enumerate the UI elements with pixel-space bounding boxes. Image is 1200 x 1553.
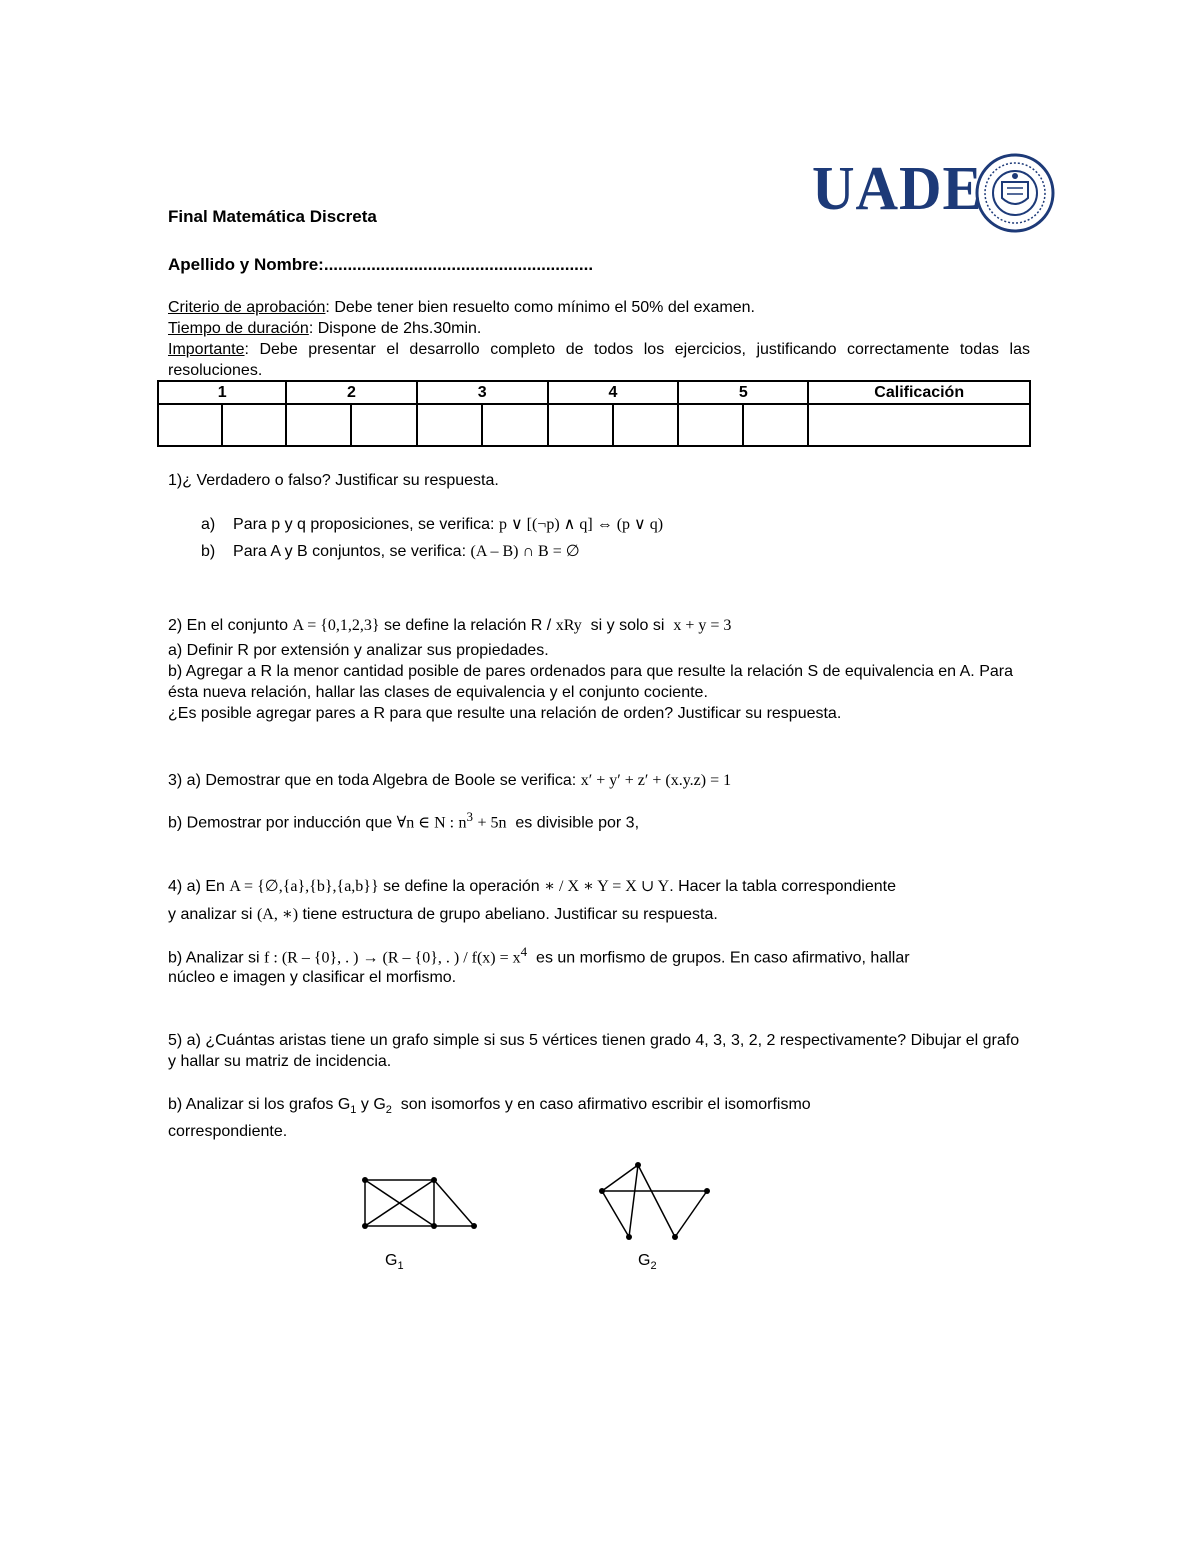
- q2-intro: 2) En el conjunto: [168, 617, 289, 634]
- q1-item-a: [201, 514, 663, 535]
- q3-b-end: es divisible por 3,: [515, 814, 640, 832]
- exam-title: Final Matemática Discreta: [168, 207, 377, 226]
- q5-b-post: son isomorfos y en caso afirmativo escribir el isomorfismo correspondiente.: [168, 1096, 811, 1141]
- q4-b-intro: b) Analizar si: [168, 949, 260, 967]
- uade-logo: [812, 152, 1057, 228]
- q2-b: b) Agregar a R la menor cantidad posible de pares ordenados para que resulte la relación S de equivalencia en A. Para ésta nueva relación, hallar las clases de equivalencia y el conjunto cociente.: [168, 663, 1013, 701]
- g1-vertex: [431, 1223, 437, 1229]
- score-cell[interactable]: [158, 404, 222, 446]
- g2-vertex: [599, 1188, 605, 1194]
- q1-a-label: a): [201, 516, 216, 533]
- score-cell[interactable]: [222, 404, 286, 446]
- g1-vertex: [471, 1223, 477, 1229]
- q4-a-end: . Hacer la tabla correspondiente: [669, 878, 896, 895]
- q1-b-label: b): [201, 543, 216, 560]
- g2-vertex: [635, 1162, 641, 1168]
- g2-edge: [629, 1165, 638, 1237]
- g2-vertex: [672, 1234, 678, 1240]
- grades-header-4: 4: [548, 381, 678, 404]
- q3-b-exp: 3: [466, 809, 474, 824]
- g1-edge: [434, 1180, 474, 1226]
- score-cell[interactable]: [743, 404, 808, 446]
- university-seal-icon: [974, 152, 1056, 234]
- g2-label: [638, 1250, 657, 1277]
- q4-b-func: f : (R – {0}, . ) → (R – {0}, . ) / f(x) = x: [264, 949, 521, 967]
- q4-a-mid: se define la operación: [383, 878, 540, 895]
- g2-vertex: [626, 1234, 632, 1240]
- q2-statement: [168, 615, 1048, 636]
- q4-b-exp: 4: [520, 944, 528, 959]
- g2-label-sub: 2: [650, 1260, 657, 1273]
- q5-b-pre: b) Analizar si los grafos G: [168, 1096, 351, 1113]
- q4-a-line1: [168, 876, 1048, 897]
- tiempo-text: : Dispone de 2hs.30min.: [308, 320, 482, 337]
- q3-a-formula: x′ + y′ + z′ + (x.y.z) = 1: [580, 772, 732, 789]
- q5-a: 5) a) ¿Cuántas aristas tiene un grafo simple si sus 5 vértices tienen grado 4, 3, 3, 2, 2 respectivamente? Dibujar el grafo y hallar su matriz de incidencia.: [168, 1032, 1020, 1070]
- score-cell[interactable]: [613, 404, 678, 446]
- g1-vertex: [362, 1177, 368, 1183]
- score-cell[interactable]: [548, 404, 613, 446]
- g2-edge: [602, 1191, 629, 1237]
- criterio-label: Criterio de aprobación: [168, 299, 326, 316]
- q5-b-sub2: 2: [385, 1104, 392, 1117]
- q1-title: 1)¿ Verdadero o falso? Justificar su respuesta.: [168, 472, 499, 489]
- q4-a-line2-pre: y analizar si: [168, 906, 253, 923]
- q3-a-text: 3) a) Demostrar que en toda Algebra de Boole se verifica:: [168, 772, 577, 789]
- grades-header-1: 1: [158, 381, 286, 404]
- grades-header-row: [158, 381, 1030, 404]
- q1-b-text: Para A y B conjuntos, se verifica:: [233, 543, 467, 560]
- grades-header-calificacion: Calificación: [808, 381, 1030, 404]
- q4-a-struct: (A, ∗): [256, 906, 299, 923]
- q4-a-op: ∗ / X ∗ Y = X ∪ Y: [544, 878, 670, 895]
- q2-set: A = {0,1,2,3}: [292, 617, 380, 634]
- q4-a-line2-post: tiene estructura de grupo abeliano. Justificar su respuesta.: [302, 906, 718, 923]
- g1-vertex: [362, 1223, 368, 1229]
- score-cell[interactable]: [417, 404, 482, 446]
- importante-line: [168, 339, 1030, 381]
- score-cell[interactable]: [351, 404, 416, 446]
- score-cell[interactable]: [482, 404, 548, 446]
- q3-b-rest: + 5n: [477, 814, 507, 832]
- q1-b-formula: (A – B) ∩ B = ∅: [470, 543, 580, 560]
- score-cell[interactable]: [286, 404, 351, 446]
- criterio-text: : Debe tener bien resuelto como mínimo el 50% del examen.: [325, 299, 755, 316]
- grades-table: [157, 380, 1031, 447]
- importante-label: Importante: [168, 341, 245, 358]
- g2-edge: [638, 1165, 675, 1237]
- q4-b-line2: núcleo e imagen y clasificar el morfismo.: [168, 969, 457, 986]
- q5-b: [168, 1094, 928, 1142]
- g1-vertex: [431, 1177, 437, 1183]
- g1-label-text: G: [385, 1252, 398, 1269]
- score-cell[interactable]: [678, 404, 743, 446]
- q2-eq: x + y = 3: [673, 617, 732, 634]
- g1-label: [385, 1250, 404, 1277]
- q3-b: [168, 806, 1048, 833]
- q4-a-line2: [168, 904, 1048, 925]
- q4-b-line1: [168, 941, 1048, 968]
- q3-b-text: b) Demostrar por inducción que: [168, 814, 393, 832]
- importante-text: : Debe presentar el desarrollo completo de todos los ejercicios, justificando correctamente todas las resoluciones.: [168, 341, 1030, 379]
- q3-a: [168, 770, 1048, 791]
- g2-vertex: [704, 1188, 710, 1194]
- q3-b-forall: ∀n ∈ N :: [396, 814, 455, 832]
- q4-b-end: es un morfismo de grupos. En caso afirmativo, hallar: [536, 949, 910, 967]
- g2-edge: [675, 1191, 707, 1237]
- tiempo-label: Tiempo de duración: [168, 320, 309, 337]
- g2-label-text: G: [638, 1252, 651, 1269]
- q4-a-set: A = {∅,{a},{b},{a,b}}: [229, 878, 379, 895]
- q1-a-formula: p ∨ [(¬p) ∧ q] ⇔ (p ∨ q): [498, 516, 664, 533]
- q3-b-n: n: [458, 814, 467, 832]
- grades-header-5: 5: [678, 381, 808, 404]
- calificacion-cell[interactable]: [808, 404, 1030, 446]
- tiempo-line: [168, 318, 1030, 339]
- q1-a-text: Para p y q proposiciones, se verifica:: [233, 516, 495, 533]
- q1-item-b: [201, 541, 580, 562]
- logo-text: UADE: [812, 155, 983, 223]
- student-name-field[interactable]: Apellido y Nombre:.........................................................: [168, 255, 594, 274]
- grades-header-2: 2: [286, 381, 416, 404]
- q2-a: a) Definir R por extensión y analizar sus propiedades.: [168, 642, 549, 659]
- graph-g1: [355, 1170, 485, 1240]
- q2-cond: si y solo si: [590, 617, 665, 634]
- g1-label-sub: 1: [397, 1260, 404, 1273]
- criterio-line: [168, 297, 1030, 318]
- g2-edge: [602, 1165, 638, 1191]
- q2-rel: xRy: [555, 617, 582, 634]
- grades-header-3: 3: [417, 381, 548, 404]
- q2-mid: se define la relación R /: [384, 617, 552, 634]
- q5-b-sub1: 1: [350, 1104, 357, 1117]
- q4-a-intro: 4) a) En: [168, 878, 225, 895]
- graph-g2: [592, 1155, 722, 1245]
- grades-score-row: [158, 404, 1030, 446]
- q5-b-mid: y G: [360, 1096, 386, 1113]
- q2-c: ¿Es posible agregar pares a R para que resulte una relación de orden? Justificar su respuesta.: [168, 705, 842, 722]
